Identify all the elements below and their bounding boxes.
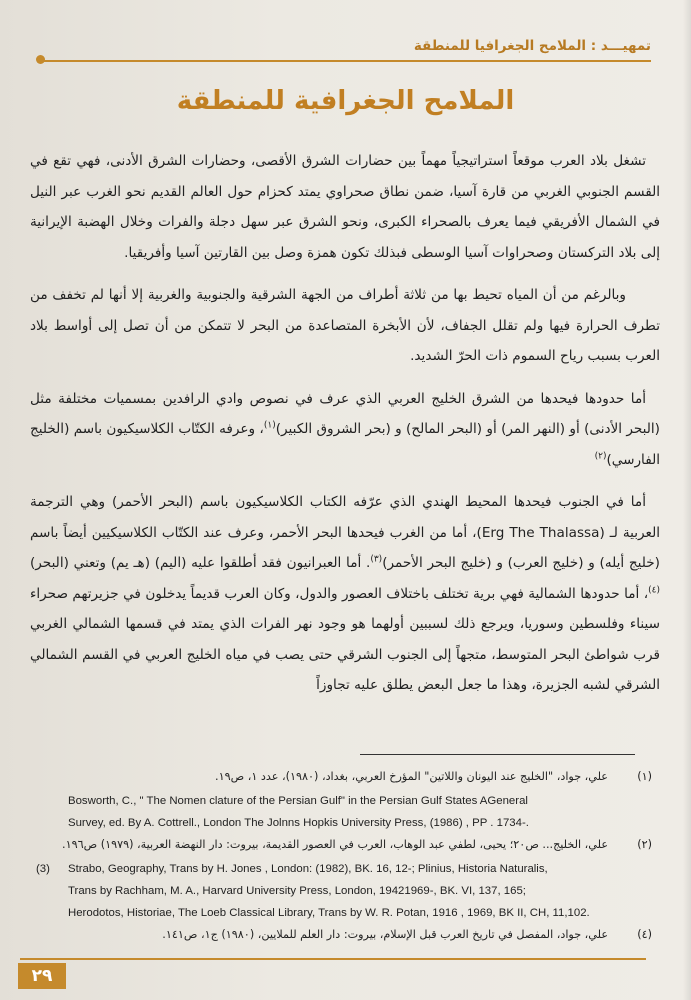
- footnote-2: [30, 834, 660, 856]
- paragraph-4: [30, 487, 660, 701]
- paragraph-4-text-c: ، أما حدودها الشمالية فهي برية تختلف باختلاف العصور والدول، وكان العرب قديماً يدخلون في جزيرتهم صحراء سيناء وفلسطين وسوريا، ويرجع ذلك لسببين أولهما هو وجود نهر الفرات الذي يمتد في قسمها الشمالي الغربي قرب شواطئ البحر المتوسط، متجهاً إلى الجنوب الشرقي حتى يصب في مياه الخليج العربي في القسم الشمالي الشرقي لشبه الجزيرة، وهذا ما جعل البعض يطلق عليه تجاوزاً: [30, 585, 660, 693]
- page-title: الملامح الجغرافية للمنطقة: [176, 86, 515, 116]
- footnote-3-text-1: Strabo, Geography, Trans by H. Jones , London: (1982), BK. 16, 12-; Plinius, Historia Naturalis,: [68, 863, 548, 875]
- footnote-4-text: علي، جواد، المفصل في تاريخ العرب قبل الإسلام، بيروت: دار العلم للملايين، (١٩٨٠) ج١، ص١٤١.: [162, 928, 608, 941]
- running-header: تمهيـــد : الملامح الجغرافيا للمنطقة: [413, 38, 651, 54]
- footnote-mark-4: (٤): [648, 584, 660, 595]
- paragraph-2: وبالرغم من أن المياه تحيط بها من ثلاثة أطراف من الجهة الشرقية والجنوبية والغربية إلا أنها لم تخفف من تطرف الحرارة فيها ولم تقلل الجفاف، لأن الأبخرة المتصاعدة من البحر لا تتمكن من أن تصل إلى أواسط بلاد العرب بسبب رياح السموم ذات الحرّ الشديد.: [30, 287, 660, 364]
- paragraph-1: تشغل بلاد العرب موقعاً استراتيجياً مهماً بين حضارات الشرق الأقصى، وحضارات الشرق الأدنى، فهي تقع في القسم الجنوبي الغربي من قارة آسيا، ضمن نطاق صحراوي يمتد كحزام حول العالم القديم نحو الغرب عبر النيل في الشمال الأفريقي فيما يعرف بالصحراء الكبرى، ونحو الشرق عبر سهل دجلة والفرات وخلال الهضبة الإيرانية إلى بلاد التركستان وصحراوات آسيا الوسطى فبذلك تكون همزة وصل بين القارتين آسيا وأفريقيا.: [30, 153, 660, 261]
- page-number: ٢٩: [18, 963, 66, 989]
- footnote-1-text: علي، جواد، "الخليج عند اليونان واللاتين" المؤرخ العربي، بغداد، (١٩٨٠)، عدد ١، ص١٩.: [215, 770, 608, 783]
- footnote-2-text: علي، الخليج... ص٢٠؛ يحيى، لطفي عبد الوهاب، العرب في العصور القديمة، بيروت: دار النهضة العربية، (١٩٧٩) ص١٩٦.: [62, 838, 608, 851]
- footnote-mark-3: (٣): [370, 554, 383, 565]
- paragraph-3: [30, 384, 660, 476]
- footnote-1: [30, 766, 660, 788]
- footnote-4: [30, 924, 660, 946]
- paragraph-4-text-a: أما في الجنوب فيحدها المحيط الهندي الذي عرّفه الكتاب الكلاسيكيون باسم (البحر الأحمر) وهي الترجمة العربية لـ (Erg The Thalassa)، أما من الغرب فيحدها البحر الأحمر، وعرف عند الكتّاب الكلاسيكيين أيضاً باسم (خليج أيله) و (خليج العرب) و (خليج البحر الأحمر): [30, 494, 660, 571]
- footnote-mark-1: (١): [263, 420, 276, 431]
- footnote-1-latin-line-2: Survey, ed. By A. Cottrell., London The Jolnns Hopkis University Press, (1986) , PP . 1734-.: [68, 817, 529, 829]
- footnote-3-line-3: Herodotos, Historiae, The Loeb Classical Library, Trans by W. R. Potan, 1916 , 1969, BK II, CH, 11,102.: [68, 907, 590, 919]
- footnote-3-line-1: [30, 858, 660, 880]
- body-text: [30, 146, 660, 713]
- page-edge-shadow: [683, 0, 691, 1000]
- paragraph-3-text-a: أما حدودها فيحدها من الشرق الخليج العربي الذي عرف في نصوص وادي الرافدين بمسميات مختلفة مثل (البحر الأدنى) أو (النهر المر) أو (البحر المالح) و (بحر الشروق الكبير): [30, 390, 660, 437]
- footnote-mark-2: (٢): [594, 450, 607, 461]
- footnote-2-number: (٢): [637, 838, 652, 851]
- header-rule: [38, 60, 651, 62]
- footer-rule: [20, 958, 646, 960]
- paragraph-4-text-b: . أما العبرانيون فقد أطلقوا عليه (اليم) (هـ يم) وتعني (البحر): [30, 555, 371, 571]
- footnote-4-number: (٤): [637, 928, 652, 941]
- footnote-1-latin-line-1: Bosworth, C., " The Nomen clature of the Persian Gulf" in the Persian Gulf States AGeneral: [68, 795, 528, 807]
- footnote-rule: [360, 754, 635, 755]
- paragraph-3-text-b: ، وعرفه الكتّاب الكلاسيكيون باسم (الخليج الفارسي): [30, 421, 660, 468]
- footnotes: [30, 766, 660, 948]
- header-rule-dot: [36, 55, 45, 64]
- footnote-3-number: (3): [36, 863, 50, 875]
- footnote-3-line-2: Trans by Rachham, M. A., Harvard University Press, London, 19421969-, BK. VI, 137, 165;: [68, 885, 526, 897]
- footnote-1-number: (١): [637, 770, 652, 783]
